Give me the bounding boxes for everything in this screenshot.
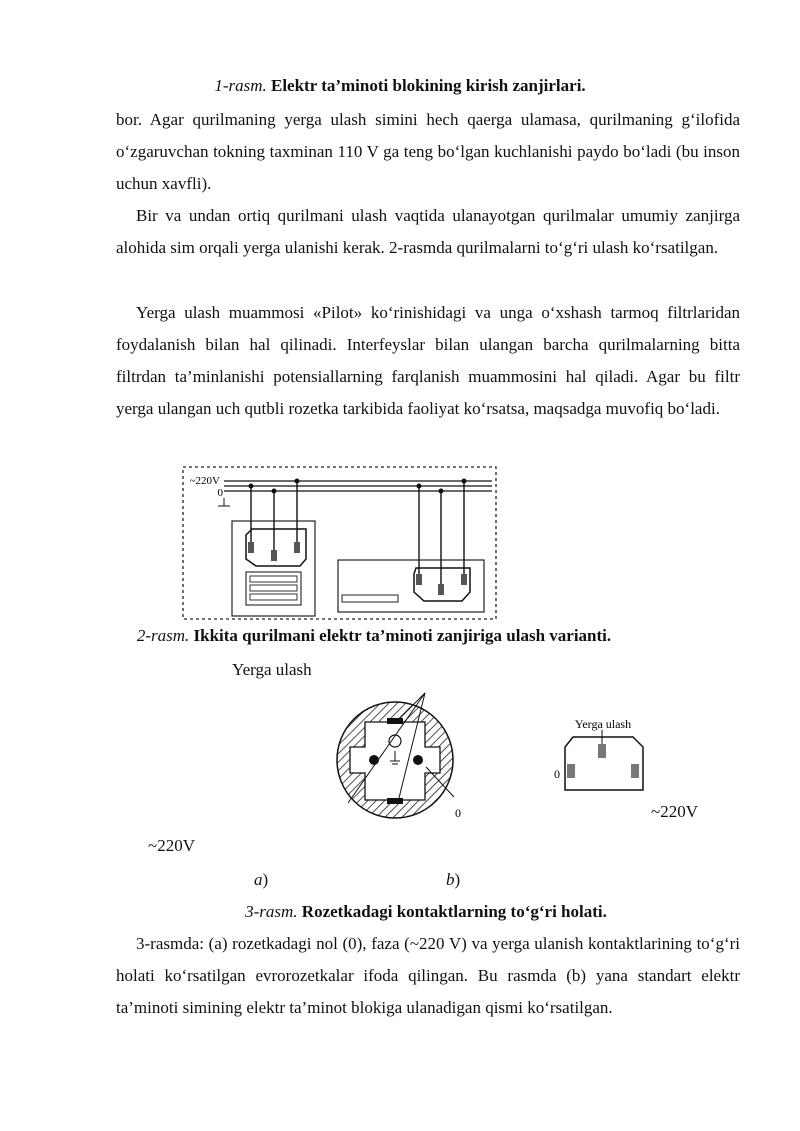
- figure-3a-socket: [330, 685, 475, 825]
- plug-neutral-pin: [567, 764, 575, 778]
- subfigure-b-label: b): [446, 870, 461, 889]
- socket-pin-right: [413, 755, 423, 765]
- socket-zero-label: 0: [455, 806, 461, 820]
- figure-1-number: 1-rasm.: [214, 76, 267, 95]
- figure-3-caption: [26, 902, 800, 922]
- figure-3-title: Rozetkadagi kontaktlarning to‘g‘ri holati.: [301, 902, 607, 921]
- dashed-boundary: [183, 467, 496, 619]
- earth-contact-top: [387, 718, 403, 724]
- neutral-0-label: 0: [217, 487, 223, 499]
- paragraph-3: Yerga ulash muammosi «Pilot» ko‘rinishidagi va unga o‘xshash tarmoq filtrlaridan foydalanish bilan hal qilinadi. Interfeyslar bilan ulangan barcha qurilmalarning bitta filtrdan ta’minlanishi potensiallarning farqlanish muammosini hal qiladi. Agar bu filtr yerga ulangan uch qutbli rozetka tarkibida faoliyat ko‘rsatsa, maqsadga muvofiq bo‘ladi.: [116, 303, 740, 418]
- plug-phase-pin: [631, 764, 639, 778]
- phase-label-right: ~220V: [651, 802, 698, 821]
- figure-3-number: 3-rasm.: [245, 902, 298, 921]
- figure-1-caption: [0, 76, 800, 96]
- paragraph-2: Bir va undan ortiq qurilmani ulash vaqtida ulanayotgan qurilmalar umumiy zanjirga alohida sim orqali yerga ulanishi kerak. 2-rasmda qurilmalarni to‘g‘ri ulash ko‘rsatilgan.: [116, 206, 740, 257]
- figure-2-title: Ikkita qurilmani elektr ta’minoti zanjiriga ulash varianti.: [193, 626, 612, 645]
- earth-contact-bottom: [387, 798, 403, 804]
- figure-3b-plug: [545, 712, 655, 802]
- plug-yerga-ulash-label: Yerga ulash: [574, 717, 632, 731]
- figure-1-title: Elektr ta’minoti blokining kirish zanjirlari.: [270, 76, 586, 95]
- figure-2-diagram: [180, 462, 500, 622]
- figure-2-number: 2-rasm.: [136, 626, 190, 645]
- phase-label-left: ~220V: [148, 836, 195, 855]
- phase-220v-label: ~220V: [189, 475, 220, 487]
- paragraph-1: bor. Agar qurilmaning yerga ulash simini hech qaerga ulamasa, qurilmaning g‘ilofida o‘zgaruvchan tokning taxminan 110 V ga teng bo‘lgan kuchlanishi paydo bo‘ladi (bu inson uchun xavfli).: [116, 110, 740, 193]
- subfigure-a-label: a): [254, 870, 269, 889]
- yerga-ulash-label: Yerga ulash: [232, 660, 312, 679]
- paragraph-4: 3-rasmda: (a) rozetkadagi nol (0), faza (~220 V) va yerga ulanish kontaktlarining to‘g‘ri holati ko‘rsatilgan evrorozetkalar ifoda qilingan. Bu rasmda (b) yana standart elektr ta’minoti simining elektr ta’minot blokiga ulanadigan qismi ko‘rsatilgan.: [116, 934, 740, 1017]
- plug-zero-label: 0: [554, 767, 560, 781]
- plug-earth-pin: [598, 744, 606, 758]
- figure-2-caption: [0, 626, 774, 646]
